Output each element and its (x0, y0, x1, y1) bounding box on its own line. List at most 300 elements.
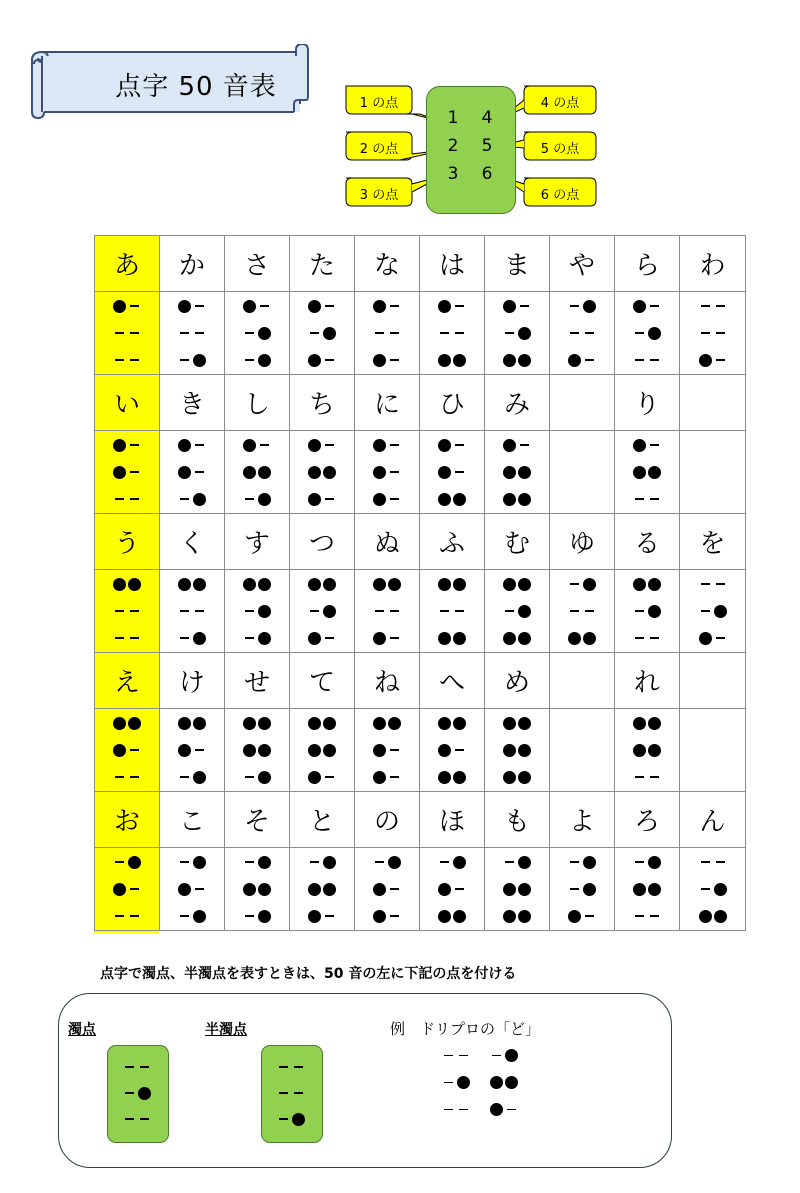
braille-cell (290, 292, 355, 375)
braille-pattern (372, 571, 402, 652)
braille-pattern (112, 293, 142, 374)
dot-number-3: 3 (447, 164, 459, 184)
raised-dot-6 (192, 770, 207, 785)
raised-dot-5 (322, 604, 337, 619)
empty-dot-6 (127, 770, 142, 785)
kana-cell: き (160, 375, 225, 431)
handakuten-pattern (276, 1054, 306, 1132)
empty-dot-5 (387, 326, 402, 341)
empty-dot-3 (112, 631, 127, 646)
empty-dot-1 (698, 855, 713, 870)
kana-cell (550, 653, 615, 709)
braille-cell (485, 709, 550, 792)
raised-dot-2 (632, 882, 647, 897)
raised-dot-2 (177, 465, 192, 480)
kana-cell: ち (290, 375, 355, 431)
empty-dot-5 (452, 882, 467, 897)
braille-pattern (307, 710, 337, 791)
empty-dot-3 (242, 353, 257, 368)
braille-cell (550, 848, 615, 931)
raised-dot-5 (257, 465, 272, 480)
raised-dot-1 (437, 299, 452, 314)
raised-dot-4 (452, 855, 467, 870)
raised-dot-5 (517, 604, 532, 619)
raised-dot-2 (307, 882, 322, 897)
raised-dot-5 (257, 604, 272, 619)
raised-dot-3 (437, 631, 452, 646)
raised-dot-2 (177, 882, 192, 897)
raised-dot-2 (437, 743, 452, 758)
raised-dot-2 (372, 743, 387, 758)
empty-dot-5 (452, 743, 467, 758)
braille-pattern (632, 293, 662, 374)
braille-pattern (242, 432, 272, 513)
braille-cell (615, 431, 680, 514)
empty-dot-5 (127, 326, 142, 341)
braille-table-wrap (94, 235, 745, 933)
empty-dot-3 (122, 1112, 137, 1127)
empty-dot-3 (441, 1102, 456, 1117)
kana-cell: え (95, 653, 160, 709)
braille-pattern (372, 710, 402, 791)
example-cell-1 (438, 1042, 474, 1123)
callout-dot-1: 1 の点 (359, 96, 399, 111)
empty-dot-3 (632, 353, 647, 368)
empty-dot-2 (632, 604, 647, 619)
braille-cell (680, 848, 746, 931)
braille-row (95, 570, 746, 653)
empty-dot-2 (567, 326, 582, 341)
kana-cell: さ (225, 236, 290, 292)
raised-dot-5 (322, 743, 337, 758)
raised-dot-6 (257, 492, 272, 507)
raised-dot-4 (582, 577, 597, 592)
kana-row (95, 653, 746, 709)
braille-pattern (177, 293, 207, 374)
empty-dot-6 (713, 353, 728, 368)
braille-cell (95, 709, 160, 792)
raised-dot-3 (372, 353, 387, 368)
empty-dot-6 (387, 492, 402, 507)
raised-dot-3 (372, 909, 387, 924)
raised-dot-2 (502, 465, 517, 480)
empty-dot-5 (582, 326, 597, 341)
empty-dot-6 (647, 631, 662, 646)
raised-dot-4 (257, 855, 272, 870)
title-banner (28, 44, 310, 120)
braille-pattern (177, 571, 207, 652)
raised-dot-6 (192, 631, 207, 646)
raised-dot-2 (489, 1075, 504, 1090)
raised-dot-2 (177, 743, 192, 758)
empty-dot-2 (276, 1086, 291, 1101)
raised-dot-6 (517, 631, 532, 646)
empty-dot-6 (713, 631, 728, 646)
raised-dot-5 (713, 882, 728, 897)
raised-dot-1 (177, 577, 192, 592)
raised-dot-1 (632, 299, 647, 314)
braille-cell (420, 709, 485, 792)
kana-cell: ん (680, 792, 746, 848)
braille-pattern (372, 293, 402, 374)
empty-dot-3 (177, 492, 192, 507)
braille-pattern (632, 710, 662, 791)
raised-dot-4 (127, 577, 142, 592)
kana-cell: り (615, 375, 680, 431)
raised-dot-6 (582, 631, 597, 646)
empty-dot-5 (452, 326, 467, 341)
empty-dot-2 (698, 882, 713, 897)
empty-dot-2 (112, 604, 127, 619)
raised-dot-6 (257, 353, 272, 368)
kana-cell: ら (615, 236, 680, 292)
raised-dot-3 (307, 770, 322, 785)
raised-dot-2 (372, 882, 387, 897)
empty-dot-3 (242, 770, 257, 785)
braille-row (95, 709, 746, 792)
empty-dot-2 (567, 604, 582, 619)
braille-cell (355, 431, 420, 514)
braille-50-sound-table (94, 235, 746, 931)
example-label: 例 ドリプロの「ど」 (390, 1020, 541, 1038)
braille-cell (160, 292, 225, 375)
dot-number-2: 2 (447, 136, 459, 156)
raised-dot-3 (502, 353, 517, 368)
raised-dot-6 (517, 353, 532, 368)
raised-dot-4 (452, 577, 467, 592)
raised-dot-3 (372, 770, 387, 785)
empty-dot-6 (387, 353, 402, 368)
raised-dot-1 (502, 299, 517, 314)
empty-dot-6 (647, 492, 662, 507)
raised-dot-1 (372, 299, 387, 314)
raised-dot-1 (437, 438, 452, 453)
raised-dot-3 (307, 631, 322, 646)
empty-dot-5 (452, 465, 467, 480)
kana-row (95, 514, 746, 570)
empty-dot-1 (112, 855, 127, 870)
raised-dot-1 (437, 716, 452, 731)
kana-cell: ね (355, 653, 420, 709)
kana-cell: よ (550, 792, 615, 848)
kana-cell: て (290, 653, 355, 709)
braille-cell (680, 570, 746, 653)
raised-dot-6 (192, 492, 207, 507)
raised-dot-2 (112, 743, 127, 758)
raised-dot-5 (322, 465, 337, 480)
empty-dot-2 (307, 604, 322, 619)
raised-dot-5 (582, 882, 597, 897)
empty-dot-6 (647, 770, 662, 785)
empty-dot-4 (452, 299, 467, 314)
raised-dot-3 (489, 1102, 504, 1117)
kana-cell: う (95, 514, 160, 570)
raised-dot-4 (387, 577, 402, 592)
raised-dot-4 (582, 855, 597, 870)
kana-cell: ひ (420, 375, 485, 431)
braille-pattern (177, 432, 207, 513)
kana-cell: へ (420, 653, 485, 709)
empty-dot-1 (441, 1048, 456, 1063)
raised-dot-3 (698, 353, 713, 368)
raised-dot-1 (307, 299, 322, 314)
braille-cell (160, 848, 225, 931)
braille-cell (355, 709, 420, 792)
braille-cell (550, 570, 615, 653)
empty-dot-1 (372, 855, 387, 870)
raised-dot-5 (456, 1075, 471, 1090)
braille-pattern (698, 849, 728, 930)
braille-cell (95, 292, 160, 375)
kana-cell: ぬ (355, 514, 420, 570)
empty-dot-3 (177, 353, 192, 368)
empty-dot-5 (127, 882, 142, 897)
raised-dot-3 (437, 353, 452, 368)
raised-dot-1 (632, 577, 647, 592)
raised-dot-6 (517, 909, 532, 924)
raised-dot-6 (517, 492, 532, 507)
empty-dot-2 (372, 326, 387, 341)
raised-dot-6 (257, 909, 272, 924)
empty-dot-2 (372, 604, 387, 619)
empty-dot-6 (504, 1102, 519, 1117)
empty-dot-3 (242, 909, 257, 924)
raised-dot-5 (257, 326, 272, 341)
kana-cell: わ (680, 236, 746, 292)
callout-dot-6: 6 の点 (540, 188, 580, 203)
raised-dot-3 (567, 909, 582, 924)
callout-dot-5: 5 の点 (540, 142, 580, 157)
raised-dot-5 (257, 743, 272, 758)
braille-pattern (307, 432, 337, 513)
empty-dot-5 (387, 465, 402, 480)
empty-dot-6 (127, 631, 142, 646)
raised-dot-2 (307, 465, 322, 480)
kana-cell (680, 375, 746, 431)
empty-dot-6 (582, 909, 597, 924)
kana-cell: せ (225, 653, 290, 709)
empty-dot-5 (387, 743, 402, 758)
raised-dot-3 (437, 492, 452, 507)
empty-dot-3 (276, 1112, 291, 1127)
braille-pattern (307, 849, 337, 930)
raised-dot-2 (437, 465, 452, 480)
raised-dot-6 (517, 770, 532, 785)
braille-pattern (372, 849, 402, 930)
braille-cell (290, 848, 355, 931)
dakuten-note: 点字で濁点、半濁点を表すときは、50 音の左に下記の点を付ける (100, 966, 517, 982)
braille-cell (550, 709, 615, 792)
braille-row (95, 292, 746, 375)
empty-dot-6 (137, 1112, 152, 1127)
raised-dot-1 (242, 577, 257, 592)
raised-dot-3 (307, 909, 322, 924)
callout-dot-2: 2 の点 (359, 142, 399, 157)
raised-dot-1 (242, 299, 257, 314)
braille-pattern (112, 571, 142, 652)
empty-dot-2 (441, 1075, 456, 1090)
dot-number-5: 5 (481, 136, 493, 156)
raised-dot-1 (177, 299, 192, 314)
braille-cell (615, 848, 680, 931)
braille-cell (615, 570, 680, 653)
braille-cell (290, 709, 355, 792)
raised-dot-6 (257, 631, 272, 646)
callout-dot-3: 3 の点 (359, 188, 399, 203)
raised-dot-3 (502, 909, 517, 924)
raised-dot-5 (517, 465, 532, 480)
raised-dot-4 (322, 577, 337, 592)
raised-dot-1 (502, 577, 517, 592)
raised-dot-6 (452, 770, 467, 785)
raised-dot-6 (452, 909, 467, 924)
raised-dot-5 (647, 326, 662, 341)
kana-cell: も (485, 792, 550, 848)
empty-dot-3 (177, 909, 192, 924)
raised-dot-3 (502, 770, 517, 785)
braille-cell (420, 570, 485, 653)
empty-dot-3 (632, 631, 647, 646)
braille-row (95, 431, 746, 514)
kana-cell: し (225, 375, 290, 431)
kana-row (95, 792, 746, 848)
raised-dot-3 (567, 353, 582, 368)
handakuten-label: 半濁点 (205, 1022, 247, 1038)
kana-row (95, 375, 746, 431)
kana-cell (550, 375, 615, 431)
raised-dot-1 (177, 716, 192, 731)
empty-dot-3 (112, 770, 127, 785)
empty-dot-5 (291, 1086, 306, 1101)
braille-cell (485, 431, 550, 514)
empty-dot-6 (387, 770, 402, 785)
raised-dot-2 (502, 882, 517, 897)
empty-dot-4 (127, 299, 142, 314)
raised-dot-4 (322, 716, 337, 731)
raised-dot-3 (372, 492, 387, 507)
braille-cell (420, 431, 485, 514)
braille-cell (485, 292, 550, 375)
braille-pattern (502, 432, 532, 513)
raised-dot-2 (242, 465, 257, 480)
raised-dot-1 (112, 577, 127, 592)
kana-cell: め (485, 653, 550, 709)
raised-dot-1 (307, 438, 322, 453)
empty-dot-5 (387, 604, 402, 619)
kana-cell: は (420, 236, 485, 292)
empty-dot-3 (632, 770, 647, 785)
raised-dot-2 (112, 465, 127, 480)
empty-dot-4 (517, 299, 532, 314)
braille-pattern (632, 432, 662, 513)
raised-dot-4 (582, 299, 597, 314)
empty-dot-2 (502, 326, 517, 341)
braille-cell (95, 431, 160, 514)
dakuten-label: 濁点 (68, 1022, 96, 1038)
raised-dot-3 (502, 492, 517, 507)
braille-cell (290, 570, 355, 653)
braille-cell (225, 570, 290, 653)
kana-cell: に (355, 375, 420, 431)
kana-cell: れ (615, 653, 680, 709)
raised-dot-4 (257, 577, 272, 592)
kana-cell: る (615, 514, 680, 570)
braille-cell (615, 292, 680, 375)
dakuten-pattern (122, 1054, 152, 1132)
kana-cell: ゆ (550, 514, 615, 570)
raised-dot-4 (452, 716, 467, 731)
empty-dot-4 (291, 1060, 306, 1075)
empty-dot-3 (632, 909, 647, 924)
empty-dot-4 (713, 577, 728, 592)
empty-dot-2 (112, 326, 127, 341)
raised-dot-4 (647, 855, 662, 870)
braille-pattern (632, 849, 662, 930)
empty-dot-2 (567, 882, 582, 897)
raised-dot-3 (437, 770, 452, 785)
empty-dot-5 (452, 604, 467, 619)
empty-dot-6 (127, 353, 142, 368)
braille-pattern (112, 432, 142, 513)
empty-dot-2 (307, 326, 322, 341)
raised-dot-2 (632, 743, 647, 758)
empty-dot-5 (582, 604, 597, 619)
handakuten-cell (261, 1045, 323, 1143)
raised-dot-4 (257, 716, 272, 731)
raised-dot-2 (437, 882, 452, 897)
raised-dot-1 (372, 716, 387, 731)
empty-dot-6 (647, 353, 662, 368)
example-cell-2 (486, 1042, 522, 1123)
empty-dot-2 (122, 1086, 137, 1101)
kana-cell: つ (290, 514, 355, 570)
braille-cell (485, 848, 550, 931)
braille-pattern (242, 710, 272, 791)
empty-dot-1 (276, 1060, 291, 1075)
empty-dot-3 (112, 492, 127, 507)
raised-dot-5 (647, 604, 662, 619)
braille-pattern (372, 432, 402, 513)
dot-number-1: 1 (447, 108, 459, 128)
kana-cell: み (485, 375, 550, 431)
braille-cell (95, 570, 160, 653)
raised-dot-5 (322, 326, 337, 341)
empty-dot-2 (698, 326, 713, 341)
raised-dot-6 (713, 909, 728, 924)
kana-cell: ま (485, 236, 550, 292)
empty-dot-2 (177, 326, 192, 341)
empty-dot-3 (242, 631, 257, 646)
empty-dot-5 (127, 743, 142, 758)
raised-dot-4 (127, 855, 142, 870)
empty-dot-6 (322, 353, 337, 368)
raised-dot-5 (504, 1075, 519, 1090)
raised-dot-4 (192, 716, 207, 731)
raised-dot-5 (517, 326, 532, 341)
raised-dot-1 (242, 438, 257, 453)
example-braille-do (438, 1042, 522, 1123)
empty-dot-1 (698, 299, 713, 314)
empty-dot-6 (322, 492, 337, 507)
empty-dot-4 (322, 438, 337, 453)
empty-dot-1 (242, 855, 257, 870)
raised-dot-1 (437, 577, 452, 592)
braille-pattern (437, 849, 467, 930)
raised-dot-1 (502, 716, 517, 731)
raised-dot-3 (698, 909, 713, 924)
empty-dot-2 (437, 604, 452, 619)
braille-cell (550, 431, 615, 514)
